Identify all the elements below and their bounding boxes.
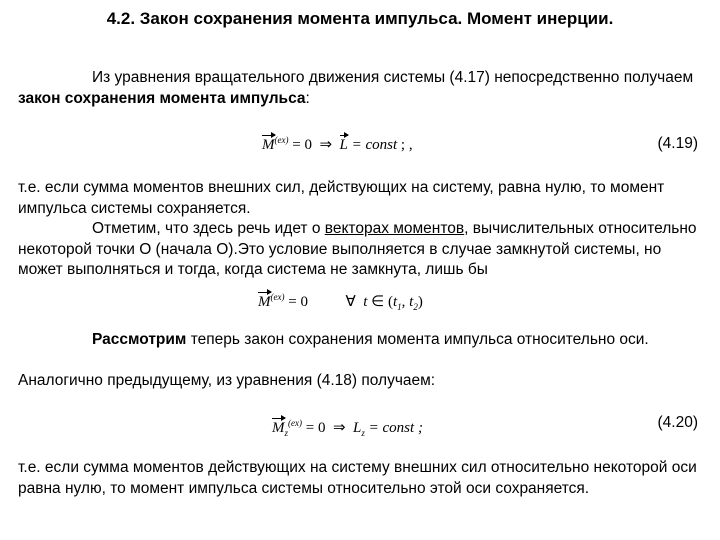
interval-open: ( [387,294,393,310]
consider-word: Рассмотрим [92,331,187,348]
slide-title: 4.2. Закон сохранения момента импульса. Момент инерции. [106,9,614,28]
implies-arrow-z: ⇒ [332,420,346,436]
equals-const: = const [347,137,398,153]
intro-text: Из уравнения вращательного движения системы (4.17) непосредственно получаем [92,69,694,86]
paragraph-conclusion-1: т.е. если сумма моментов внешних сил, действующих на систему, равна нулю, то момент импульса системы сохраняется. [18,179,665,217]
equals-zero-z: = 0 [302,420,326,436]
L-z: L [353,420,362,436]
equation-number-4-20: (4.20) [657,414,698,431]
implies-arrow: ⇒ [319,137,333,153]
superscript-ex: (ex) [274,135,289,145]
L-subscript-z: z [361,428,365,438]
time-variable: t [363,294,368,310]
equation-tail: ; , [397,137,413,153]
element-of: ∈ [367,294,388,310]
equation-4-19 [262,135,413,154]
equals-zero: = 0 [288,137,312,153]
vector-moments-term: векторах моментов [324,220,465,237]
axis-text: теперь закон сохранения момента импульса относительно оси. [186,331,649,348]
paragraph-analog: Аналогично предыдущему, из уравнения (4.18) получаем: [18,372,436,389]
equals-zero-condition: = 0 [284,294,308,310]
equals-const-z: = const ; [364,420,423,436]
paragraph-axis [18,330,708,351]
paragraph-conclusion-2: т.е. если сумма моментов действующих на систему внешних сил относительно некоторой оси равна нулю, то момент импульса системы относительно этой оси сохраняется. [18,459,697,497]
interval-close: ) [417,294,423,310]
law-name: закон сохранения момента импульса [18,89,306,107]
paragraph-intro [18,68,708,109]
t1: t [392,294,398,310]
M-z: M [272,420,285,436]
equation-condition [258,292,423,312]
t2: t [409,294,414,310]
interval-comma: , [401,294,410,310]
vector-L: L [339,137,348,153]
intro-colon: : [305,89,310,107]
t1-subscript: 1 [397,302,402,312]
subscript-z: z [284,428,289,438]
t2-subscript: 2 [413,302,418,312]
equation-4-20 [272,418,423,438]
note-text-b: , вычислительных относительно некоторой точки О (начала О).Это условие выполняется в случае замкнутой системы, но может выполняться и тогда, когда система не замкнута, лишь бы [18,220,697,278]
superscript-ex-condition: (ex) [270,292,285,302]
vector-M-condition: M [258,294,271,310]
note-text-a: Отметим, что здесь речь идет о [92,220,325,237]
equation-number-4-19: (4.19) [657,135,698,152]
forall-symbol: ∀ [345,294,356,310]
superscript-ex-z: (ex) [288,418,302,428]
vector-M: M [262,137,275,153]
paragraph-note [18,219,708,281]
